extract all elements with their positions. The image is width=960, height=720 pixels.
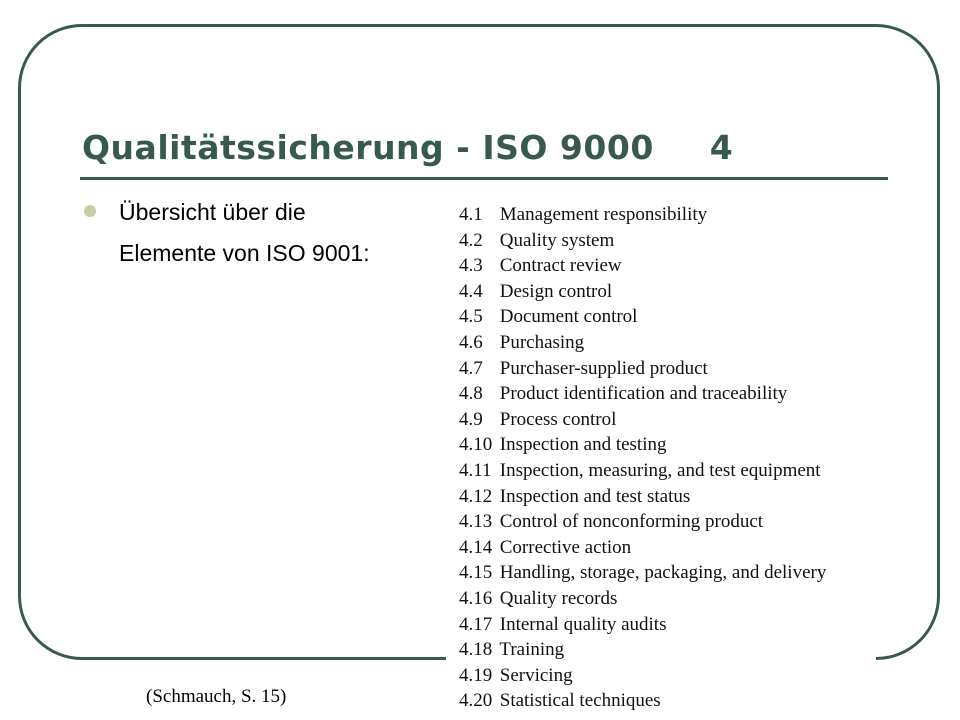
list-item (459, 535, 826, 561)
element-label: Control of nonconforming product (499, 511, 764, 533)
element-number: 4.4 (459, 280, 483, 302)
element-label: Purchaser-supplied product (499, 357, 708, 379)
bullet-dot-icon (84, 205, 96, 217)
element-number: 4.3 (459, 255, 483, 277)
element-number: 4.6 (459, 331, 483, 353)
iso-elements-list (459, 202, 826, 714)
element-number: 4.14 (459, 536, 493, 558)
intro-line-1: Übersicht über die (119, 199, 306, 225)
list-item (459, 407, 826, 433)
list-item (459, 586, 826, 612)
element-number: 4.11 (459, 459, 492, 481)
list-item (459, 330, 826, 356)
element-number: 4.20 (459, 690, 493, 712)
element-label: Quality records (499, 587, 618, 609)
list-item (459, 356, 826, 382)
list-item (459, 484, 826, 510)
list-item (459, 253, 826, 279)
element-number: 4.19 (459, 664, 493, 686)
element-number: 4.7 (459, 357, 483, 379)
element-number: 4.8 (459, 383, 483, 405)
list-item (459, 432, 826, 458)
element-number: 4.2 (459, 229, 483, 251)
element-label: Purchasing (499, 331, 585, 353)
list-item (459, 509, 826, 535)
element-label: Document control (499, 306, 638, 328)
element-number: 4.5 (459, 306, 483, 328)
element-label: Corrective action (499, 536, 632, 558)
element-number: 4.18 (459, 639, 493, 661)
title-divider (80, 177, 888, 180)
element-number: 4.12 (459, 485, 493, 507)
element-number: 4.15 (459, 562, 493, 584)
element-number: 4.13 (459, 511, 493, 533)
list-item (459, 279, 826, 305)
element-label: Process control (499, 408, 617, 430)
list-item (459, 688, 826, 714)
list-item (459, 381, 826, 407)
element-number: 4.16 (459, 587, 493, 609)
element-label: Design control (499, 280, 613, 302)
intro-line-2: Elemente von ISO 9001: (119, 240, 370, 266)
list-item (459, 560, 826, 586)
list-item (459, 637, 826, 663)
element-label: Inspection and test status (499, 485, 691, 507)
element-label: Product identification and traceability (499, 383, 788, 405)
element-label: Training (499, 639, 565, 661)
element-label: Servicing (499, 664, 573, 686)
list-item (459, 458, 826, 484)
element-label: Inspection, measuring, and test equipment (499, 459, 821, 481)
element-label: Inspection and testing (499, 434, 667, 456)
slide-number: 4 (709, 128, 734, 167)
element-number: 4.1 (459, 204, 483, 225)
list-item (459, 202, 826, 228)
element-label: Quality system (499, 229, 615, 251)
element-label: Internal quality audits (499, 613, 667, 635)
element-label: Handling, storage, packaging, and delivery (499, 562, 827, 584)
element-number: 4.9 (459, 408, 483, 430)
slide-title (82, 128, 733, 167)
element-label: Statistical techniques (499, 690, 661, 712)
list-item (459, 304, 826, 330)
slide-title-text: Qualitätssicherung - ISO 9000 (82, 128, 654, 167)
citation: (Schmauch, S. 15) (146, 686, 287, 707)
intro-text (119, 192, 449, 274)
element-number: 4.10 (459, 434, 493, 456)
list-item (459, 663, 826, 689)
element-label: Contract review (499, 255, 622, 277)
list-item (459, 228, 826, 254)
element-number: 4.17 (459, 613, 493, 635)
list-item (459, 612, 826, 638)
element-label: Management responsibility (499, 204, 708, 225)
iso-elements-image (446, 196, 876, 720)
